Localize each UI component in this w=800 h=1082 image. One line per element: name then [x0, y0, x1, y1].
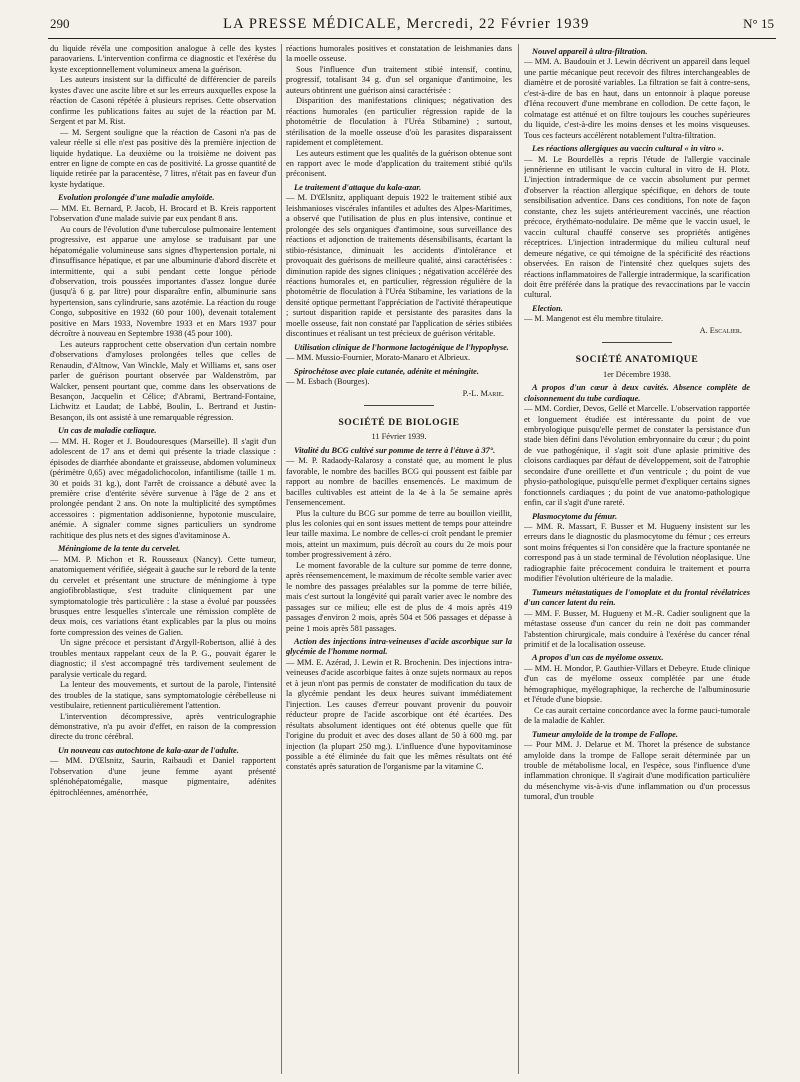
article-title: A propos d'un cas de myélome osseux. [532, 653, 664, 663]
paragraph: Le moment favorable de la culture sur pomme de terre donne, après réensemencement, le maximum de récolte semble varier avec le nombre des passages préalables sur la pomme de terre biliée, mais c'est surtout la longévité qui paraît varier avec le nombre des passages sur ce milieu; elle est de plus de 4 mois après 419 passages d'environ 2 mois, après 504 et 506 passages et dépasse à peine 1 mois après 581 passages. [286, 560, 512, 633]
author-signature: P.-L. Marie. [462, 388, 504, 398]
paragraph: L'intervention décompressive, après ventriculographie démonstrative, n'a pu avoir d'effet, en raison de la compression directe du tronc cérébral. [50, 711, 276, 742]
article-body: — MM. Cordier, Devos, Gellé et Marcelle. L'observation rapportée et longuement étudiée est intéressante du point de vue embryologique puisqu'elle permet de constater la persistance d'un stade bien défini dans l'évolution embryonnaire du cœur ; du point de vue pathogénique, il s'agit soit d'une aplasie primitive des cloisons cardiaques par défaut de développement, soit de l'atrophie secondaire d'une oreillette et d'un ventricule ; du point de vue physio-pathologique, puisqu'elle permet d'expliquer certains signes fonctionnels cardiaques ; du point de vue anatomo-pathologique enfin, car il s'agit d'une rareté. [524, 404, 750, 508]
section-rule [602, 342, 672, 343]
article-title: Tumeurs métastatiques de l'omoplate et du frontal révélatrices d'un cancer latent du rein. [524, 587, 750, 608]
section-rule [364, 405, 434, 406]
paragraph: du liquide révéla une composition analogue à celle des kystes paraovariens. L'intervention confirma ce diagnostic et l'exérèse du kyste exceptionnellement volumineux amena la guérison. [50, 44, 276, 74]
author-signature: A. Escalier. [699, 325, 742, 335]
column-divider [281, 44, 282, 1074]
paragraph: La lenteur des mouvements, et surtout de la parole, l'intensité des troubles de la statique, sans symptomatologie cérébelleuse ni vestibulaire, retiennent particulièrement l'attention. [50, 680, 276, 711]
article-title: Le traitement d'attaque du kala-azar. [294, 182, 422, 192]
column-1 [50, 44, 276, 1078]
journal-title: LA PRESSE MÉDICALE, Mercredi, 22 Février 1939 [223, 15, 590, 32]
article-title: Les réactions allergiques au vaccin cultural « in vitro ». [532, 144, 724, 154]
article-title: Nouvel appareil à ultra-filtration. [532, 47, 648, 56]
section-heading: SOCIÉTÉ DE BIOLOGIE [338, 416, 460, 428]
article-body: — MM. P. Michon et R. Rousseaux (Nancy). Cette tumeur, anatomiquement vérifiée, siégeait à gauche sur le rebord de la tente du cervelet et présentant une structure de méningiome à type angiofibroblastique, s'est traduite cliniquement par une symptomatologie très particulière : la stase a évolué par poussées brusques entre lesquelles s'intercale une rémission complète de deux mois, ces variations étant explicables par la plus ou moins forte compression des veines de Galien. [50, 554, 276, 637]
session-date: 11 Février 1939. [371, 432, 427, 442]
paragraph: Plus la culture du BCG sur pomme de terre au bouillon vieillit, plus les colonies qui en sont issues mettent de temps pour atteindre leur taille maxima. Le nombre de celles-ci croît pendant le premier mois, atteint un maximum, puis décroît au cours du 2e mois pour tomber progressivement à zéro. [286, 508, 512, 560]
article-body: — MM. F. Busser, M. Hugueny et M.-R. Cadier soulignent que la métastase osseuse d'un cancer du rein ne doit pas commander l'abstention chirurgicale, mais conduire à l'exérèse du cancer rénal primitif et de la localisation osseuse. [524, 608, 750, 650]
article-body: — M. Le Bourdellès a repris l'étude de l'allergie vaccinale jennérienne en utilisant le vaccin cultural in vitro de H. Plotz. L'injection intradermique de ce vaccin absolument pur permet d'observer la réaction allergique spécifique, en dehors de toute sensibilisation adventice. Dans ces conditions, l'on note de façon constante, chez les sujets antérieurement vaccinés, une réaction précoce, érythémato-nodulaire. De même que le vaccin usuel, le vaccin cultural chauffé conserve ses propriétés antigènes réceptrices. L'injection intradermique du milieu cultural neuf demeure négative, ce qui témoigne de la spécificité des réactions observées. En raison de l'intensité chez quelques sujets des réactions inflammatoires de l'allergie intradermique, la scarification doit être préférée dans la pratique des revaccinations par le vaccin cultural. [524, 154, 750, 300]
paragraph: Les auteurs rapprochent cette observation d'un certain nombre d'observations d'amyloses prolongées telles que celles de Renaudin, d'Altnow, Van Winckle, Maly et Williams et, sans oser parler de guérison pourtant observée par Waldenström, par Walcker, pensent pourtant que, comme dans les observations de Besançon, Jacquelin et Célice; d'Abrami, Bertrand-Fontaine, Lichwitz et Laudat; de Labbé, Boulin, L. Bertrand et Justin-Besançon, ils ont assisté à une remarquable régression. [50, 339, 276, 422]
article-body: — MM. E. Azérad, J. Lewin et R. Brochenin. Des injections intra-veineuses d'acide ascorbique faites à onze sujets normaux au repos et à jeun n'ont pas permis de constater de modification du taux de la glycémie pendant les deux heures suivant immédiatement l'injection. Les causes d'erreur pouvant provenir du pouvoir réducteur propre de l'acide ascorbique ont été écartées. Des résultats absolument identiques ont été obtenus quelle que fût l'origine du produit et avec des doses allant de 50 à 600 mg. par injection (la plupart 250 mg.). L'influence d'une hypovitaminose possible a été éliminée du fait que les mêmes résultats ont été constatés après saturation de l'organisme par la vitamine C. [286, 657, 512, 772]
page-header [50, 12, 774, 36]
session-date: 1er Décembre 1938. [603, 369, 671, 379]
paragraph: Les auteurs estiment que les qualités de la guérison obtenue sont en rapport avec le mode d'application du traitement stibié qu'ils préconisent. [286, 148, 512, 179]
paragraph: Les auteurs insistent sur la difficulté de différencier de pareils kystes d'avec une ascite libre et sur les erreurs auxquelles expose la réaction de Casoni répétée à plusieurs reprises. Cette observation confirme les publications faites au sujet de la réaction par M. Sergent et par M. Rist. [50, 75, 276, 127]
column-2 [286, 44, 512, 1078]
article-title: Utilisation clinique de l'hormone lactogénique de l'hypophyse. [294, 342, 509, 352]
paragraph: Un signe précoce et persistant d'Argyll-Robertson, allié à des troubles mentaux rappelant ceux de la P. G., pouvait égarer le diagnostic; il s'est accompagné très tardivement seulement de paralysie verticale du regard. [50, 638, 276, 679]
article-title: Méningiome de la tente du cervelet. [58, 544, 181, 554]
article-body: — M. D'Œlsnitz, appliquant depuis 1922 le traitement stibié aux leishmanioses viscérales infantiles et adultes des Alpes-Maritimes, a observé que l'utilisation de plus en plus intensive, continue et prolongée des sels organiques d'antimoine, sous surveillance des réactions et adjonction de traitements désensibilisants, écartant la stibio-résistance, diminuait les accidents d'intolérance et provoquait des guérisons de meilleure qualité, ainsi caractérisées : diminution rapide des signes cliniques ; négativation accélérée des réactions humorales et, en particulier, régression régulière de la photométrie de floculation à l'Uréa Stibamine, les variations de la densité optique permettant l'appréciation de l'activité thérapeutique ; surtout disparition rapide et persistante des parasites dans la moelle osseuse, fait non constaté par l'application de séries stibiées discontinues et réalisant un test précieux de guérison véritable. [286, 193, 512, 339]
article-title: Vitalité du BCG cultivé sur pomme de terre à l'étuve à 37°. [294, 445, 496, 455]
article-title: Spirochétose avec plaie cutanée, adénite et méningite. [294, 366, 479, 376]
article-title: Un cas de maladie cœliaque. [58, 426, 157, 436]
article-body: — MM. D'Œlsnitz, Saurin, Raibaudi et Daniel rapportent l'observation d'une jeune femme ayant présenté splénohépatomégalie, masque pigmentaire, adénites épitrochléennes, aménorrhée, [50, 756, 276, 797]
article-body: — MM. A. Baudouin et J. Lewin décrivent un appareil dans lequel une partie mécanique peut recevoir des filtres interchangeables de diamètre et de porosité variables. La filtration se fait à contre-sens, c'est-à-dire de bas en haut, dans un entonnoir à plaque poreuse d'Iéna recouvert d'une membrane en collodion. De cette façon, le colmatage est atténué et on filtre toujours les couches supérieures du liquide, c'est-à-dire les moins denses et les moins visqueuses. Tous ces facteurs accélèrent notablement l'ultra-filtration. [524, 57, 750, 140]
article-body: — MM. H. Mondor, P. Gauthier-Villars et Debeyre. Etude clinique d'un cas de myélome osseux complétée par une étude hémographique, myélographique, la recherche de l'albuminosurie et l'étude d'une biopsie. [524, 663, 750, 705]
article-body: — MM. Mussio-Fournier, Morato-Manaro et Albrieux. [286, 353, 471, 363]
article-title: Election. [532, 303, 563, 313]
section-heading: SOCIÉTÉ ANATOMIQUE [575, 354, 699, 366]
article-body: — Pour MM. J. Delarue et M. Thoret la présence de substance amyloïde dans la trompe de Fallope serait déterminée par un trouble de métabolisme local, en l'espèce, sous l'influence d'une inflammation chronique. Il s'agirait d'une modification particulière du mésenchyme vis-à-vis d'une inflammation ou d'un processus tumoral, d'un trouble [524, 740, 750, 802]
article-title: A propos d'un cœur à deux cavités. Absence complète de cloisonnement du tube cardiaque. [524, 383, 750, 403]
page-number: 290 [50, 16, 70, 31]
article-title: Action des injections intra-veineuses d'acide ascorbique sur la glycémie de l'homme normal. [286, 637, 512, 657]
article-body: — M. Esbach (Bourges). [286, 377, 370, 387]
paragraph: Au cours de l'évolution d'une tuberculose pulmonaire lentement progressive, est apparue une amylose se traduisant par une hépatomégalie volumineuse sans signes d'hypertension portale, ni d'insuffisance hépatique, et par une albuminurie d'abord discrète et intermittente, qui a subi pendant cette longue période d'observation, trois poussées importantes d'assez longue durée (jusqu'à 6 g. par litre) pour disparaître enfin, albuminurie sans hypertension, sans cylindrurie, sans azotémie. La réaction du rouge Congo, subpositive en 1932 (60 pour 100), devenait totalement positive en Mars 1933, Novembre 1933 et en Mars 1937 pour décroître à nouveau en Septembre 1938 (45 pour 100). [50, 224, 276, 339]
issue-number: N° 15 [743, 16, 774, 31]
paragraph: — M. Sergent souligne que la réaction de Casoni n'a pas de valeur réelle si elle n'est pas positive dès la première injection de liquide hydatique. La deuxième ou la troisième ne doivent pas entrer en ligne de compte en cas de positivité. La grosse quantité de liquide retirée par la paracentèse, 7 litres, n'était pas en faveur d'un kyste hydatique. [50, 127, 276, 189]
article-body: — M. Mangenot est élu membre titulaire. [524, 314, 664, 324]
paragraph: Ce cas aurait certaine concordance avec la forme pauci-tumorale de la maladie de Kahler. [524, 705, 750, 726]
article-title: Plasmocytome du fémur. [532, 511, 618, 521]
header-rule [48, 38, 776, 39]
article-body: — MM. H. Roger et J. Boudouresques (Marseille). Il s'agit d'un adolescent de 17 ans et demi qui présente la triade classique : épisodes de diarrhée abondante et graisseuse, abdomen volumineux (périmètre 0,65) avec mégadolichocolon, infantilisme (taille 1 m. 30 et poids 31 kg.), dont l'arrêt de croissance a débuté avec la première crise d'entérite sévère survenue à l'âge de 2 ans et prolongée pendant 2 ans. On note la multiplicité des symptômes accessoires : pigmentation addisonienne, hypotonie musculaire, anémie. A signaler comme signes particuliers un syndrome rachitique des plus nets et des signes d'avitaminose A. [50, 436, 276, 540]
article-title: Tumeur amyloïde de la trompe de Fallope. [532, 729, 678, 739]
paragraph: Disparition des manifestations cliniques; négativation des réactions humorales (en particulier régression rapide de la photométrie de floculation à l'Uréa Stibamine) ; surtout, stérilisation de la moelle osseuse d'où les parasites disparaissent rapidement et complètement. [286, 96, 512, 148]
column-divider [518, 44, 519, 1074]
article-body: — M. P. Radaody-Ralarosy a constaté que, au moment le plus favorable, le nombre des bacilles BCG qui poussent est faible par rapport au nombre de bacilles ensemencés. Le maximum de bacilles cultivables est atteint de la 4e à la 5e semaine après l'ensemencement. [286, 456, 512, 508]
paragraph: Sous l'influence d'un traitement stibié intensif, continu, progressif, totalisant 34 g. d'un sel organique d'antimoine, les auteurs obtinrent une guérison ainsi caractérisée : [286, 64, 512, 95]
article-body: — MM. R. Massart, F. Busser et M. Hugueny insistent sur les erreurs dans le diagnostic du plasmocytome du fémur ; ces erreurs sont moins fréquentes si l'on considère que la fracture spontanée ne correspond pas à un stade terminal de l'évolution néoplasique. Une radiographie faite précocement conduira le traitement et pourra modifier l'évolution ultérieure de la maladie. [524, 522, 750, 584]
article-title: Evolution prolongée d'une maladie amyloïde. [58, 193, 215, 203]
article-body: — MM. Et. Bernard, P. Jacob, H. Brocard et B. Kreis rapportent l'observation d'une malade suivie par eux pendant 8 ans. [50, 203, 276, 224]
column-3 [524, 44, 750, 1078]
article-title: Un nouveau cas autochtone de kala-azar de l'adulte. [58, 745, 239, 755]
paragraph: réactions humorales positives et constatation de leishmanies dans la moelle osseuse. [286, 44, 512, 64]
